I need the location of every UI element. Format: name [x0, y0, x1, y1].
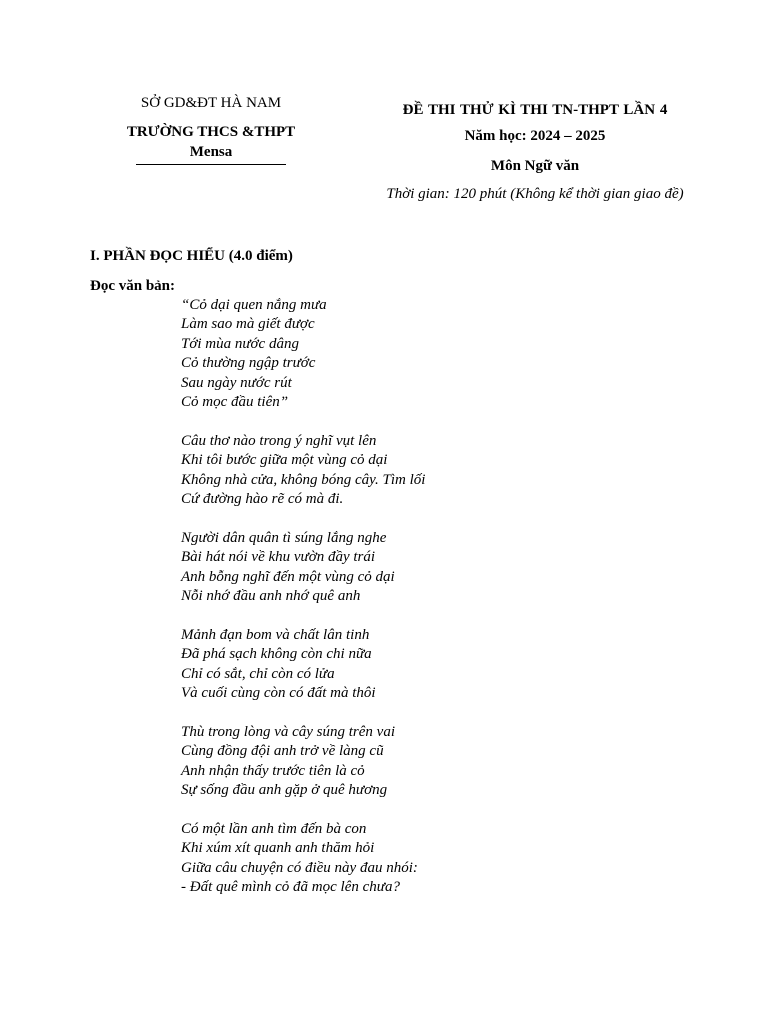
exam-duration: Thời gian: 120 phút (Không kể thời gian giao đề) — [386, 186, 684, 202]
poem-line: “Cỏ dại quen nắng mưa — [181, 297, 327, 313]
poem-line: Sau ngày nước rút — [181, 374, 292, 391]
header-underline — [136, 164, 286, 165]
exam-title: ĐỀ THI THỬ KÌ THI TN-THPT LẦN 4 — [402, 102, 668, 118]
poem-line: Có một lần anh tìm đến bà con — [181, 820, 367, 837]
poem-line: Chỉ có sắt, chỉ còn có lửa — [181, 665, 335, 682]
poem-stanza — [181, 432, 425, 510]
poem-line: Sự sống đầu anh gặp ở quê hương — [181, 782, 388, 799]
poem-line: Cỏ mọc đầu tiên” — [181, 394, 289, 411]
school-name: TRƯỜNG THCS &THPT — [126, 124, 296, 140]
poem-line: Khi xúm xít quanh anh thăm hỏi — [181, 840, 375, 857]
poem-line: Thù trong lòng và cây súng trên vai — [181, 723, 396, 740]
subject-name: Môn Ngữ văn — [490, 158, 580, 174]
poem-line: Cứ đường hào rẽ có mà đi. — [181, 491, 344, 508]
poem-line: Khi tôi bước giữa một vùng cỏ dại — [181, 452, 388, 469]
poem-stanza — [181, 529, 425, 607]
poem-line: Người dân quân tì súng lắng nghe — [181, 529, 387, 546]
poem-stanza — [181, 820, 425, 898]
poem-text — [181, 296, 425, 898]
poem-stanza — [181, 296, 425, 412]
school-name-line2: Mensa — [189, 144, 233, 160]
poem-line: Đã phá sạch không còn chi nữa — [181, 646, 372, 663]
poem-line: Bài hát nói về khu vườn đầy trái — [181, 549, 376, 566]
poem-line: Cỏ thường ngập trước — [181, 355, 316, 372]
section-heading: I. PHẦN ĐỌC HIỂU (4.0 điểm) — [90, 248, 293, 264]
poem-line: Anh nhận thấy trước tiên là cỏ — [181, 762, 365, 779]
poem-line: Tới mùa nước dâng — [181, 335, 299, 352]
poem-line: Không nhà cửa, không bóng cây. Tìm lối — [181, 471, 426, 488]
poem-stanza — [181, 626, 425, 704]
exam-info-block — [360, 98, 710, 206]
issuing-authority-block — [100, 92, 322, 165]
poem-line: - Đất quê mình cỏ đã mọc lên chưa? — [181, 879, 400, 896]
poem-line: Mảnh đạn bom và chất lân tinh — [181, 626, 370, 643]
poem-line: Giữa câu chuyện có điều này đau nhói: — [181, 859, 418, 876]
poem-line: Nỗi nhớ đầu anh nhớ quê anh — [181, 588, 361, 605]
school-year: Năm học: 2024 – 2025 — [464, 128, 606, 144]
poem-line: Làm sao mà giết được — [181, 316, 315, 333]
poem-line: Cùng đồng đội anh trở về làng cũ — [181, 743, 384, 760]
department-name: SỞ GD&ĐT HÀ NAM — [140, 95, 282, 111]
reading-label: Đọc văn bản: — [90, 278, 176, 294]
poem-stanza — [181, 723, 425, 801]
poem-line: Câu thơ nào trong ý nghĩ vụt lên — [181, 432, 377, 449]
poem-line: Anh bỗng nghĩ đến một vùng cỏ dại — [181, 568, 395, 585]
poem-line: Và cuối cùng còn có đất mà thôi — [181, 685, 376, 702]
